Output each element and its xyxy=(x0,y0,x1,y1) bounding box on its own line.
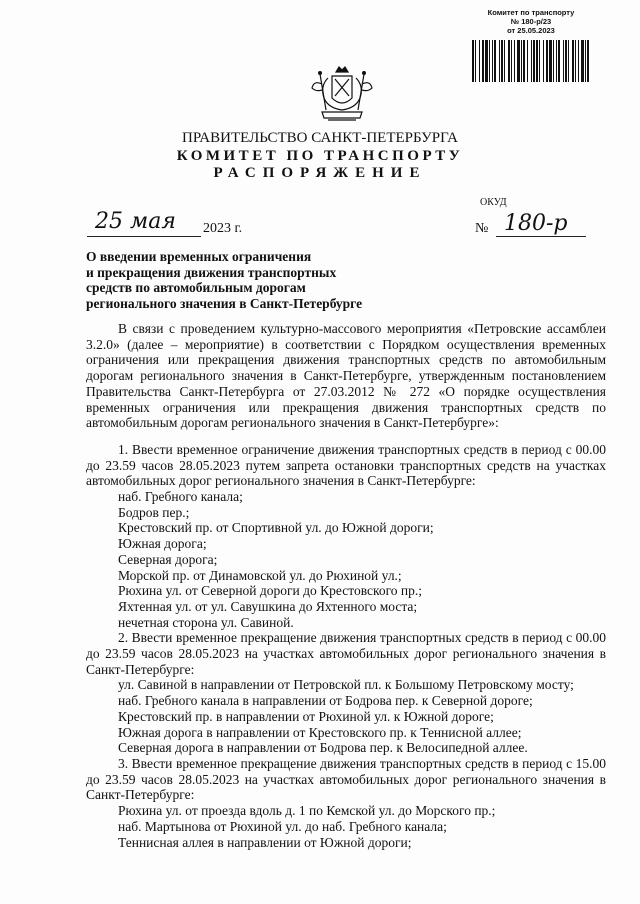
item-1-paragraph: 1. Ввести временное ограничение движения транспортных средств в период с 00.00 до 23.59 часов 28.05.2023 путем запрета остановки транспортных средств на участках автомобильных дорог регионального значения в Санкт-Петербурге: xyxy=(86,441,606,489)
barcode-bar xyxy=(556,40,557,82)
handwritten-number xyxy=(500,208,572,236)
barcode-bar xyxy=(578,40,579,82)
list-item: наб. Мартынова от Рюхиной ул. до наб. Гребного канала; xyxy=(118,818,447,834)
barcode-bar xyxy=(563,40,564,82)
list-item: Крестовский пр. в направлении от Рюхиной ул. к Южной дороге; xyxy=(118,708,494,724)
barcode-bar xyxy=(585,40,586,82)
barcode-bar xyxy=(475,40,476,82)
coat-of-arms-icon xyxy=(306,64,378,126)
list-item: Рюхина ул. от проезда вдоль д. 1 по Кемской ул. до Морского пр.; xyxy=(118,803,496,819)
registration-stamp xyxy=(472,8,590,35)
list-item: наб. Гребного канала; xyxy=(118,489,243,505)
preamble-paragraph: В связи с проведением культурно-массового мероприятия «Петровские ассамблеи 3.2.0» (далее – мероприятие) в соответствии с Порядком осуществления временных ограничения или прекращения движения транспортных средств по автомобильным дорогам регионального значения в Санкт-Петербурге, утвержденным постановлением Правительства Санкт-Петербурга от 27.03.2012 № 272 «О порядке осуществления временных ограничения или прекращения движения транспортных средств по автомобильным дорогам регионального значения в Санкт-Петербурге»: xyxy=(86,321,606,431)
barcode-bar xyxy=(546,40,548,82)
list-item: Северная дорога в направлении от Бодрова пер. к Велосипедной аллее. xyxy=(118,740,528,756)
barcode-bar xyxy=(581,40,584,82)
barcode-bar xyxy=(558,40,560,82)
date-year: 2023 г. xyxy=(203,221,243,236)
barcode-bar xyxy=(472,40,474,82)
barcode-bar xyxy=(539,40,540,82)
document-body xyxy=(86,321,606,850)
barcode-bar xyxy=(517,40,520,82)
barcode-bar xyxy=(568,40,569,82)
barcode-bar xyxy=(523,40,525,82)
barcode-bar xyxy=(511,40,512,82)
barcode-bar xyxy=(504,40,505,82)
barcode-bar xyxy=(575,40,576,82)
okud-label: ОКУД xyxy=(480,197,507,208)
list-item: ул. Савиной в направлении от Петровской пл. к Большому Петровскому мосту; xyxy=(118,677,574,693)
title-line: О введении временных ограничения xyxy=(86,249,312,264)
stamp-line-1: Комитет по транспорту xyxy=(487,8,575,17)
document-title xyxy=(86,249,362,311)
barcode-bar xyxy=(521,40,522,82)
barcode-bar xyxy=(494,40,496,82)
barcode-bar xyxy=(533,40,535,82)
number-sign: № xyxy=(475,221,489,236)
svg-text:180-р: 180-р xyxy=(504,211,568,236)
barcode-bar xyxy=(531,40,532,82)
svg-text:25 мая: 25 мая xyxy=(95,209,176,234)
list-item: наб. Гребного канала в направлении от Бодрова пер. к Северной дороге; xyxy=(118,693,533,709)
barcode-bar xyxy=(499,40,500,82)
barcode-bar xyxy=(565,40,567,82)
list-item: Северная дорога; xyxy=(118,551,218,567)
list-item: Южная дорога в направлении от Крестовского пр. к Теннисной аллее; xyxy=(118,724,522,740)
stamp-line-2: № 180-р/23 xyxy=(510,17,552,26)
handwritten-date xyxy=(93,206,201,234)
list-item: Бодров пер.; xyxy=(118,504,190,520)
list-item: Яхтенная ул. от ул. Савушкина до Яхтенного моста; xyxy=(118,598,418,614)
list-item: Морской пр. от Динамовской ул. до Рюхиной ул.; xyxy=(118,567,402,583)
item-2-paragraph: 2. Ввести временное прекращение движения транспортных средств в период с 00.00 до 23.59 часов 28.05.2023 на участках автомобильных дорог регионального значения в Санкт-Петербурге: xyxy=(86,630,606,677)
barcode-bar xyxy=(482,40,484,82)
barcode-bar xyxy=(536,40,538,82)
barcode-bar xyxy=(587,40,589,82)
barcode-bar xyxy=(508,40,510,82)
list-item: Теннисная аллея в направлении от Южной дороги; xyxy=(118,834,412,850)
barcode-bar xyxy=(549,40,552,82)
list-item: Южная дорога; xyxy=(118,536,207,552)
barcode-bar xyxy=(501,40,503,82)
barcode-bar xyxy=(543,40,544,82)
list-item: нечетная сторона ул. Савиной. xyxy=(118,614,294,630)
stamp-line-3: от 25.05.2023 xyxy=(507,26,555,35)
barcode-bar xyxy=(553,40,554,82)
item-3-paragraph: 3. Ввести временное прекращение движения транспортных средств в период с 15.00 до 23.59 часов 28.05.2023 на участках автомобильных дорог регионального значения в Санкт-Петербурге: xyxy=(86,755,606,803)
barcode-bar xyxy=(489,40,490,82)
barcode-bar xyxy=(572,40,574,82)
barcode-bar xyxy=(485,40,488,82)
list-item: Крестовский пр. от Спортивной ул. до Южной дороги; xyxy=(118,520,434,536)
barcode-bar xyxy=(492,40,493,82)
government-name: ПРАВИТЕЛЬСТВО САНКТ-ПЕТЕРБУРГА xyxy=(182,130,458,146)
list-item: Рюхина ул. от Северной дороги до Крестовского пр.; xyxy=(118,583,423,599)
committee-name: КОМИТЕТ ПО ТРАНСПОРТУ xyxy=(176,148,464,164)
barcode-bar xyxy=(527,40,528,82)
title-line: средств по автомобильным дорогам xyxy=(86,280,306,295)
number-underline xyxy=(496,236,586,237)
title-line: и прекращения движения транспортных xyxy=(86,264,337,280)
document-type: РАСПОРЯЖЕНИЕ xyxy=(213,165,427,181)
barcode-bar xyxy=(514,40,515,82)
title-line: регионального значения в Санкт-Петербурге xyxy=(86,295,363,311)
barcode-bar xyxy=(479,40,480,82)
barcode xyxy=(472,40,590,82)
date-underline xyxy=(87,236,201,237)
